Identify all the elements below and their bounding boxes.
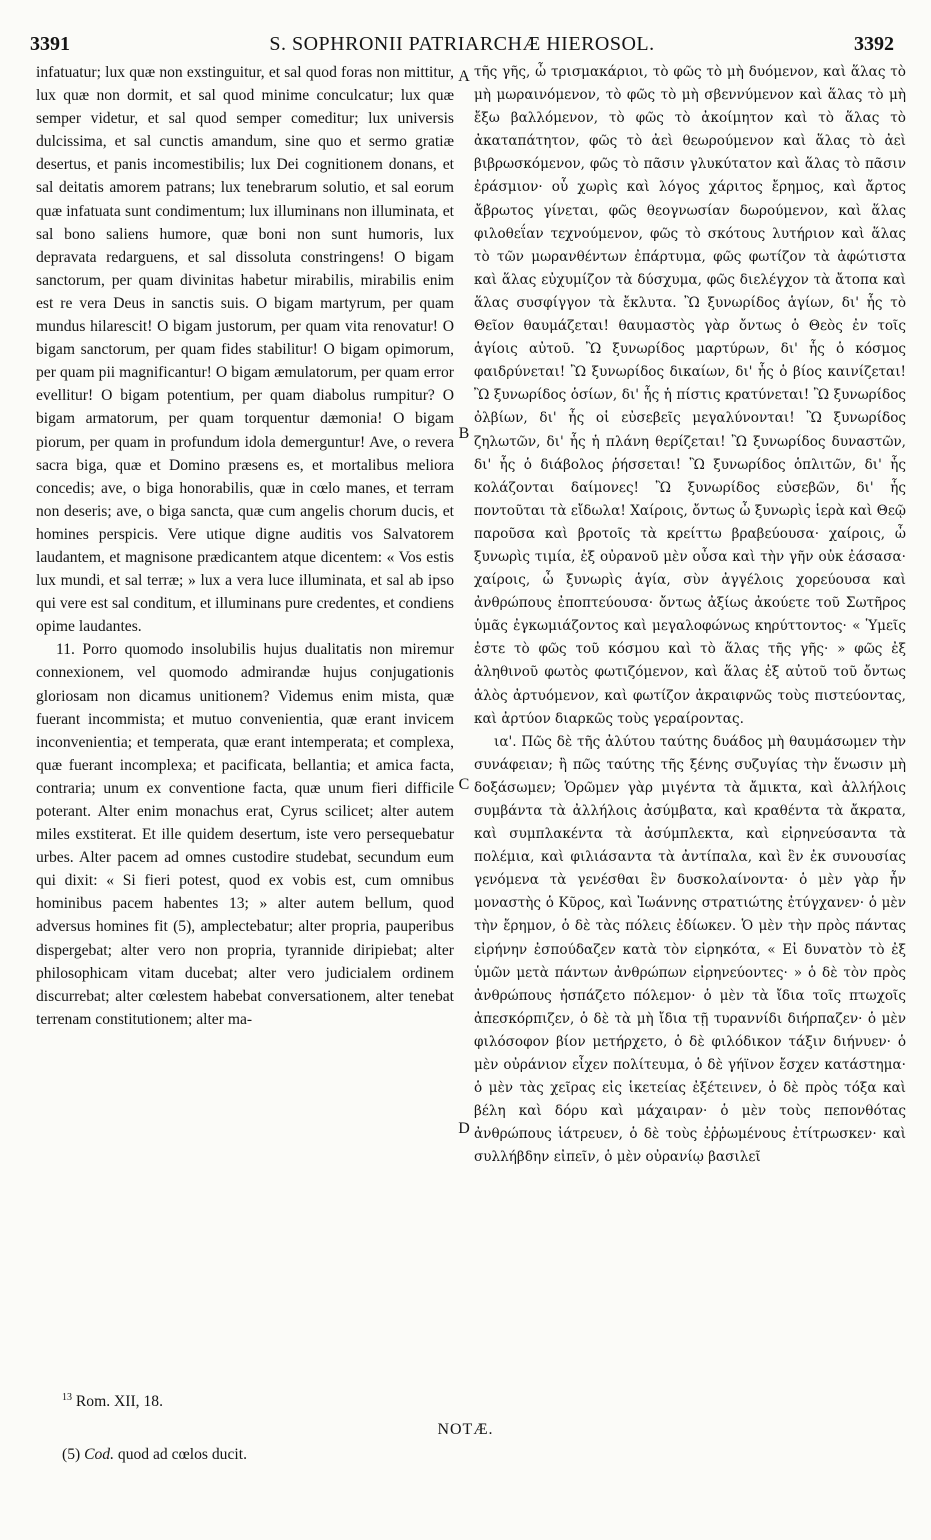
page-number-right: 3392 <box>854 33 894 55</box>
margin-marker-c: C <box>458 776 470 793</box>
latin-paragraph-1: infatuatur; lux quæ non exstinguitur, et sal quod foras non mittitur, lux quæ non dormit, et sal quod minime conculcatur; lux quæ semper videtur, et sal quod semper comeditur; lux universis dulcissima, et sal cunctis amandum, sine quo et sermo gratiæ desertus, et panis incomestibilis; lux Dei cognitionem donans, et sal deitatis amorem patrans; lux tenebrarum solutio, et sal eorum quæ infatuata sunt condimentum; lux illuminans non illuminata, et sal bono saliens humore, quæ boni non sunt humoris, lux depravata redarguens, et sal dissoluta constringens! O bigam sanctorum, per quam divinitas habetur mirabilis, mirabilis enim est re vera Deus in sanctis suis. O bigam martyrum, per quam mundus hilarescit! O bigam justorum, per quam vita renovatur! O bigam sanctorum, per quam fides stabilitur! O bigam opimorum, per quam pii magnificantur! O bigam æmulatorum, per quam error evellitur! O bigam potentium, per quam diabolus rumpitur? O bigam armatorum, per quam torquentur dæmonia! O bigam piorum, per quam in profundum idola demerguntur! Ave, o revera sacra biga, quæ et Domino præsens es, et mortalibus meliora concedis; ave, o biga honorabilis, quæ in cœlo manes, et terram non deseris; ave, o biga sancta, quæ cum angelis chorum ducis, et homines perspicis. Vere utique digne auditis vos Salvatorem laudantem, et magnisone prædicantem atque dicentem: « Vos estis lux mundi, et sal terræ; » lux a vera luce illuminata, et sal ab ipso qui vere est sal conditum, et illuminans pure credentes, et condiens opime laudantes. <box>36 64 454 636</box>
page-number-left: 3391 <box>30 33 70 55</box>
running-header <box>30 30 894 58</box>
latin-column <box>36 61 454 1351</box>
notae-heading: NOTÆ. <box>437 1421 494 1438</box>
margin-marker-a: A <box>458 68 470 85</box>
footnote <box>62 1392 163 1411</box>
note-number: (5) <box>62 1446 81 1463</box>
margin-marker-d: D <box>458 1120 470 1137</box>
greek-paragraph-2: ια'. Πῶς δὲ τῆς ἀλύτου ταύτης δυάδος μὴ θαυμάσωμεν τὴν συνάφειαν; ἢ πῶς ταύτης τῆς ξένης συζυγίας τὴν ἕνωσιν μὴ δοξάσωμεν; Ὁρῶμεν γὰρ μιγέντα τὰ ἄμικτα, καὶ ἀλλήλοις συμβάντα τὰ ἀλλήλοις ἀσύμβατα, καὶ κραθέντα τὰ ἄκρατα, καὶ συμπλακέντα τὰ ἀσύμπλεκτα, καὶ εἰρηνεύσαντα τὰ πολέμια, καὶ φιλιάσαντα τὰ ἀντίπαλα, καὶ ἓν ἐκ συνουσίας γενόμενα τὰ γενέσθαι ἓν δυσκολαίνοντα· ὁ μὲν γὰρ ἦν μοναστὴς ὁ Κῦρος, καὶ Ἰωάννης στρατιώτης ἐτύγχανεν· ὁ μὲν τὴν ἔρημον, ὁ δὲ τὰς πόλεις ἐδίωκεν. Ὁ μὲν τὴν πρὸς πάντας εἰρήνην ἐσπούδαζεν κατὰ τὸν εἰρηκότα, « Εἰ δυνατὸν τὸ ἐξ ὑμῶν μετὰ πάντων ἀνθρώπων εἰρηνεύοντες· » ὁ δὲ τὸν πρὸς ἀνθρώπους ἠσπάζετο πόλεμον· ὁ μὲν τὰ ἴδια τοῖς πτωχοῖς ἀπεσκόρπιζεν, ὁ δὲ τὰ μὴ ἴδια τῇ τυραννίδι διήρπαζεν· ὁ μὲν φιλόσοφον βίον μετήρχετο, ὁ δὲ φιλόδικον τάξιν διήνυεν· ὁ μὲν οὐράνιον εἶχεν πολίτευμα, ὁ δὲ γήϊνον ἔσχεν κατάστημα· ὁ μὲν τὰς χεῖρας εἰς ἱκετείας ἐξέτεινεν, ὁ δὲ πρὸς τόξα καὶ βέλη καὶ δόρυ καὶ μάχαιραν· ὁ μὲν τοὺς πεπονθότας ἀνθρώπους ἰάτρευεν, ὁ δὲ τοὺς ἐῤῥωμένους ἐτίτρωσκεν· καὶ συλλήβδην εἰπεῖν, ὁ μὲν οὐρανίῳ βασιλεῖ <box>474 733 906 1166</box>
note-text: quod ad cœlos ducit. <box>117 1446 247 1463</box>
greek-column <box>474 61 906 1351</box>
note-cod: Cod. <box>84 1446 114 1463</box>
running-title: S. SOPHRONII PATRIARCHÆ HIEROSOL. <box>269 33 655 55</box>
margin-marker-b: B <box>458 425 470 442</box>
greek-paragraph-1: τῆς γῆς, ὦ τρισμακάριοι, τὸ φῶς τὸ μὴ δυόμενον, καὶ ἅλας τὸ μὴ μωραινόμενον, τὸ φῶς τὸ μὴ σβεννύμενον καὶ ἅλας τὸ μὴ ἔξω βαλλόμενον, τὸ φῶς τὸ ἀκοίμητον καὶ τὸ ἅλας τὸ ἀκαταπάτητον, φῶς τὸ ἀεὶ θεωρούμενον καὶ ἅλας τὸ ἀεὶ βιβρωσκόμενον, φῶς τὸ πᾶσιν γλυκύτατον καὶ ἅλας τὸ πᾶσιν ἐράσμιον· οὗ χωρὶς καὶ λόγος χάριτος ἔρημος, καὶ ἄρτος ἄβρωτος γίνεται, φῶς θεογνωσίαν δωρούμενον, καὶ ἅλας φιλοθεΐαν τεχνούμενον, φῶς τὸ σκότους λυτήριον καὶ ἅλας τὸ τῶν μωρανθέντων ἐπάρτυμα, φῶς φωτίζον τὰ ἀφώτιστα καὶ ἅλας εὐχυμίζον τὰ δύσχυμα, φῶς διελέγχον τὰ ἄτοπα καὶ ἅλας συσφίγγον τὰ ἔκλυτα. Ὢ ξυνωρίδος ἁγίων, δι' ἧς τὸ Θεῖον θαυμάζεται! θαυμαστὸς γὰρ ὄντως ὁ Θεὸς ἐν τοῖς ἁγίοις αὐτοῦ. Ὢ ξυνωρίδος μαρτύρων, δι' ἧς ὁ κόσμος φαιδρύνεται! Ὢ ξυνωρίδος δικαίων, δι' ἧς ὁ βίος καινίζεται! Ὢ ξυνωρίδος ὁσίων, δι' ἧς ἡ πίστις κρατύνεται! Ὢ ξυνωρίδος ὀλβίων, δι' ἧς οἱ εὐσεβεῖς μεγαλύνονται! Ὢ ξυνωρίδος ζηλωτῶν, δι' ἧς ἡ πλάνη θερίζεται! Ὢ ξυνωρίδος δυναστῶν, δι' ἧς ὁ διάβολος ῥήσσεται! Ὢ ξυνωρίδος ὁπλιτῶν, δι' ἧς κολάζονται δαίμονες! Ὢ ξυνωρίδος εὐσεβῶν, δι' ἧς ποντοῦται τὰ εἴδωλα! Χαίροις, ὄντως ὦ ξυνωρὶς ἱερὰ καὶ Θεῷ παροῦσα καὶ βροτοῖς τὰ κρείττω βραβεύουσα· χαίροις, ὦ ξυνωρὶς τιμία, ἐξ οὐρανοῦ μὲν οὖσα καὶ τὴν γῆν οὐκ ἐάσασα· χαίροις, ὦ ξυνωρὶς ἁγία, σὺν ἀγγέλοις χορεύουσα καὶ ἀνθρώπους ἐποπτεύουσα· ὄντως ἀξίως ἀκούετε τοῦ Σωτῆρος ὑμᾶς ἐγκωμιάζοντος καὶ μεγαλοφώνως κηρύττοντος· « Ὑμεῖς ἐστε τὸ φῶς τοῦ κόσμου καὶ τὸ ἅλας τῆς γῆς· » φῶς ἐξ ἀληθινοῦ φωτὸς φωτιζόμενον, καὶ ἅλας ἐξ αὐτοῦ τοῦ ὄντως ἁλὸς ἀρτυόμενον, καὶ φωτίζον ἀκραιφνῶς τοὺς πιστεύοντας, καὶ ἀρτύον διαρκῶς τοὺς γεραίροντας. <box>474 64 906 727</box>
note-entry <box>62 1446 247 1464</box>
footnote-number: 13 <box>62 1392 72 1403</box>
latin-paragraph-2: 11. Porro quomodo insolubilis hujus dualitatis non miremur connexionem, vel quomodo admirandæ hujus conjugationis gloriosam non dicamus unitionem? Videmus enim mista, quæ fuerant incommista; et mutuo convenientia, quæ erant invicem inconvenientia; et temperata, quæ erant intemperata; et complexa, quæ fuerant incomplexa; et pacificata, bellantia; et amica facta, contraria; unum ex conventione facta, quæ unum fieri difficile poterant. Alter enim monachus erat, Cyrus scilicet; alter autem miles exstiterat. Et ille quidem desertum, iste vero persequebatur urbes. Alter pacem ad omnes custodire studebat, secundum eum qui dixit: « Si fieri potest, quod ex vobis est, cum omnibus hominibus pacem habentes 13; » alter autem bellum, quod adversus homines fit (5), amplectebatur; alter propria, pauperibus dispergebat; alter vero non propria, tyrannide diripiebat; alter philosophicam vitam ducebat; alter vero judicialem ordinem discurrebat; alter cœlestem habebat conversationem, alter tenebat terrenam constitutionem; alter ma- <box>36 641 454 1028</box>
footnote-text: Rom. XII, 18. <box>75 1393 163 1411</box>
